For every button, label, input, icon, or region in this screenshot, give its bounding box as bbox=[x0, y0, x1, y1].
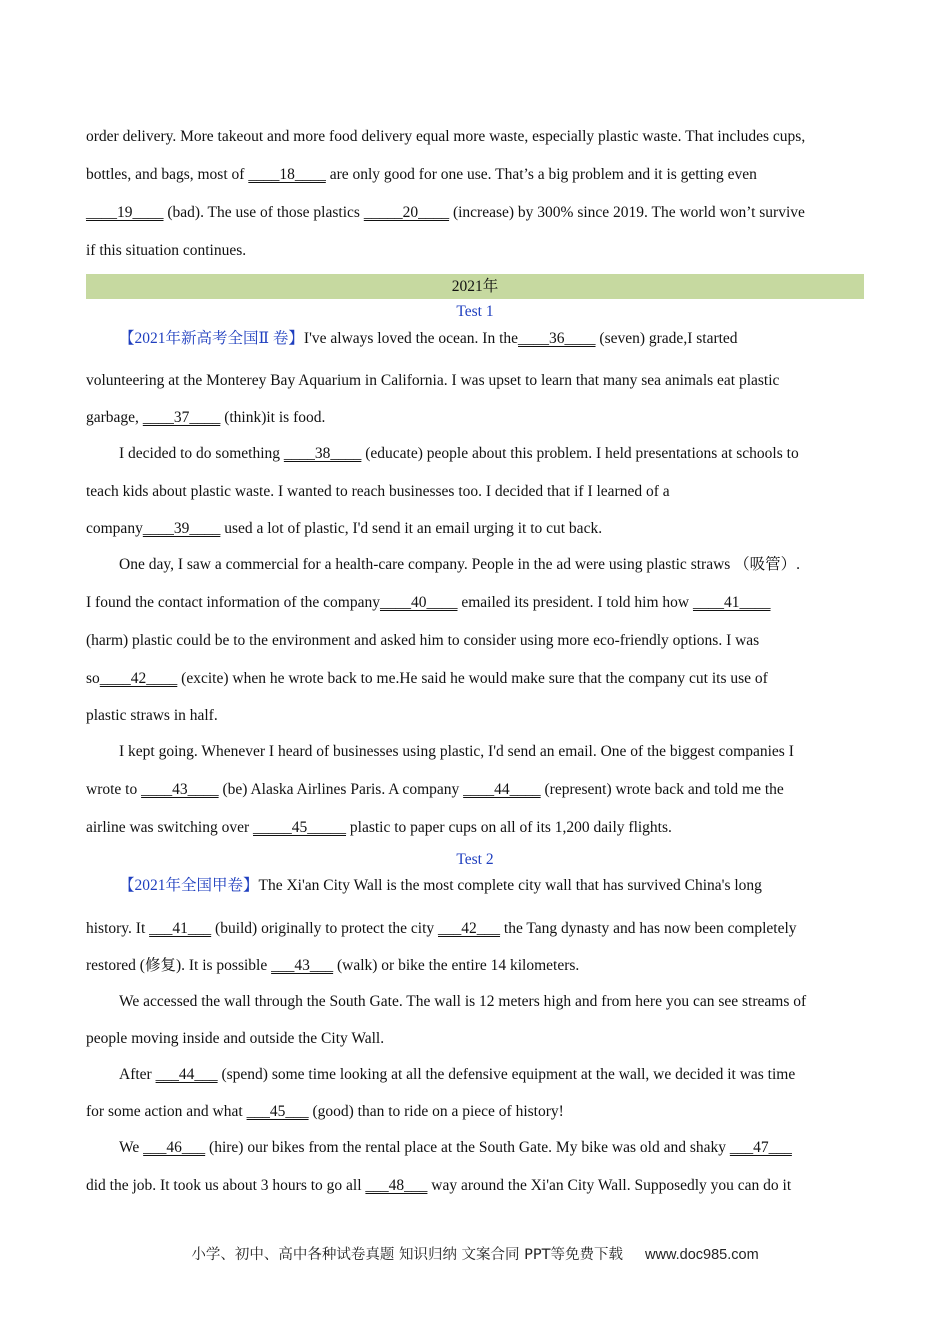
blank-41: ___41___ bbox=[149, 920, 212, 937]
blank-43: ___43___ bbox=[271, 957, 334, 974]
page-footer bbox=[0, 1243, 950, 1264]
text-line: (harm) plastic could be to the environment and asked him to consider using more eco-friendly options. I was bbox=[86, 632, 760, 649]
text-line: garbage, ____37____ (think)it is food. bbox=[86, 400, 864, 435]
text-line: airline was switching over _____45_____ plastic to paper cups on all of its 1,200 daily flights. bbox=[86, 809, 864, 847]
text-line: plastic straws in half. bbox=[86, 707, 218, 724]
blank-20: _____20____ bbox=[363, 204, 450, 221]
text-line: I found the contact information of the company____40____ emailed its president. I told him how ____41____ bbox=[86, 584, 864, 622]
text-line: restored (修复). It is possible ___43___ (walk) or bike the entire 14 kilometers. bbox=[86, 948, 864, 983]
footer-url[interactable]: www.doc985.com bbox=[645, 1247, 759, 1263]
text-line: teach kids about plastic waste. I wanted to reach businesses too. I decided that if I learned of a bbox=[86, 483, 670, 500]
blank-45: ___45___ bbox=[246, 1103, 309, 1120]
blank-48: ___48___ bbox=[365, 1177, 428, 1194]
test-1-title: Test 1 bbox=[456, 303, 494, 320]
text-line: company____39____ used a lot of plastic, I'd send it an email urging it to cut back. bbox=[86, 511, 864, 546]
footer-text: 小学、初中、高中各种试卷真题 知识归纳 文案合同 PPT等免费下载 bbox=[191, 1247, 624, 1263]
blank-38: ____38____ bbox=[283, 445, 362, 462]
text-line: I kept going. Whenever I heard of businesses using plastic, I'd send an email. One of the biggest companies I bbox=[119, 743, 794, 760]
text-line: We accessed the wall through the South Gate. The wall is 12 meters high and from here you can see streams of bbox=[119, 993, 807, 1010]
document-body bbox=[86, 118, 864, 1205]
source-label: 【2021年全国甲卷】 bbox=[119, 877, 259, 894]
source-label: 【2021年新高考全国Ⅱ 卷】 bbox=[119, 330, 304, 347]
text-line: so____42____ (excite) when he wrote back to me.He said he would make sure that the company cut its use of bbox=[86, 660, 864, 698]
test-2-title: Test 2 bbox=[456, 851, 494, 868]
year-header: 2021年 bbox=[86, 274, 864, 299]
text-line: I decided to do something ____38____ (educate) people about this problem. I held presentations at schools to bbox=[86, 435, 864, 473]
text-line: if this situation continues. bbox=[86, 242, 247, 259]
blank-41: ____41____ bbox=[692, 594, 771, 611]
text-line: order delivery. More takeout and more food delivery equal more waste, especially plastic waste. That includes cups, bbox=[86, 128, 806, 145]
text-line: history. It ___41___ (build) originally to protect the city ___42___ the Tang dynasty and has now been completely bbox=[86, 910, 864, 948]
text-line: for some action and what ___45___ (good) than to ride on a piece of history! bbox=[86, 1094, 864, 1129]
blank-40: ____40____ bbox=[379, 594, 458, 611]
text-line: 【2021年新高考全国Ⅱ 卷】I've always loved the ocean. In the____36____ (seven) grade,I started bbox=[86, 325, 864, 362]
text-line: bottles, and bags, most of ____18____ are only good for one use. That’s a big problem and it is getting even bbox=[86, 156, 864, 194]
text-line: people moving inside and outside the City Wall. bbox=[86, 1030, 385, 1047]
blank-36: ____36____ bbox=[518, 330, 596, 347]
text-line: wrote to ____43____ (be) Alaska Airlines Paris. A company ____44____ (represent) wrote back and told me the bbox=[86, 771, 864, 809]
blank-45: _____45_____ bbox=[253, 819, 347, 836]
text-line: After ___44___ (spend) some time looking at all the defensive equipment at the wall, we decided it was time bbox=[86, 1056, 864, 1094]
blank-44: ___44___ bbox=[155, 1066, 218, 1083]
blank-19: ____19____ bbox=[86, 204, 164, 221]
text-line: volunteering at the Monterey Bay Aquarium in California. I was upset to learn that many sea animals eat plastic bbox=[86, 372, 780, 389]
text-line: 【2021年全国甲卷】The Xi'an City Wall is the most complete city wall that has survived China's long bbox=[119, 877, 762, 894]
blank-43: ____43____ bbox=[141, 781, 219, 798]
blank-42: ____42____ bbox=[99, 670, 178, 687]
blank-42: ___42___ bbox=[438, 920, 501, 937]
text-line: We ___46___ (hire) our bikes from the rental place at the South Gate. My bike was old and shaky ___47___ bbox=[86, 1129, 864, 1167]
blank-37: ____37____ bbox=[142, 409, 221, 426]
blank-46: ___46___ bbox=[143, 1139, 206, 1156]
blank-39: ____39____ bbox=[142, 520, 221, 537]
blank-44: ____44____ bbox=[463, 781, 541, 798]
text-line: did the job. It took us about 3 hours to go all ___48___ way around the Xi'an City Wall. Supposedly you can do it bbox=[86, 1167, 864, 1205]
text-line: ____19____ (bad). The use of those plastics _____20____ (increase) by 300% since 2019. The world won’t survive bbox=[86, 194, 864, 232]
blank-18: ____18____ bbox=[248, 166, 326, 183]
blank-47: ___47___ bbox=[729, 1139, 792, 1156]
text-line: One day, I saw a commercial for a health-care company. People in the ad were using plastic straws （吸管）. bbox=[119, 556, 801, 573]
